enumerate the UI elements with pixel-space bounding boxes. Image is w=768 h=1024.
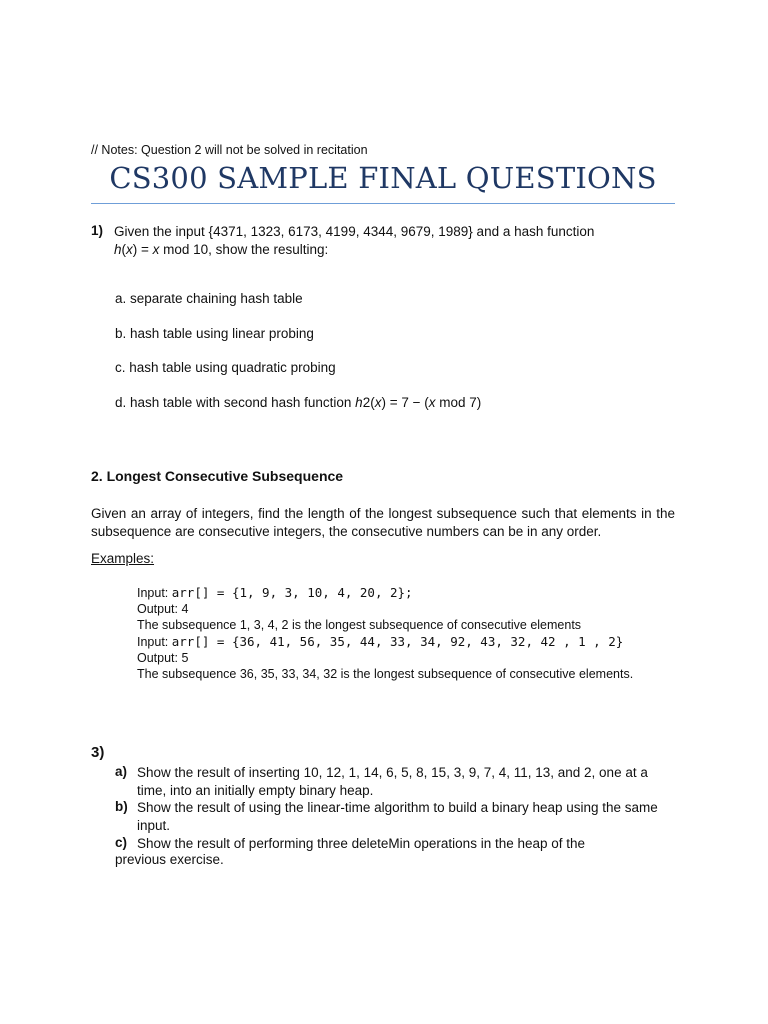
question-2-heading: 2. Longest Consecutive Subsequence xyxy=(91,468,344,484)
item-d-x: x xyxy=(374,395,382,410)
example-1-input xyxy=(137,585,413,600)
question-3b-label: b) xyxy=(115,799,128,814)
hash-function-eq: ) = xyxy=(132,242,153,257)
examples-label: Examples: xyxy=(91,551,155,566)
item-d-h: h xyxy=(355,395,363,410)
question-3c-label: c) xyxy=(115,835,128,850)
question-3c-continuation: previous exercise. xyxy=(115,852,224,867)
example-2-output: Output: 5 xyxy=(137,651,189,665)
item-d-x2: x xyxy=(428,395,436,410)
example-2-input xyxy=(137,634,623,649)
hash-function-suffix: mod 10, show the resulting: xyxy=(159,242,329,257)
example-1-output: Output: 4 xyxy=(137,602,189,616)
hash-function-x2: x xyxy=(152,242,160,257)
item-d-prefix: d. hash table with second hash function xyxy=(115,395,356,410)
question-1-item-a: a. separate chaining hash table xyxy=(115,291,303,306)
title-underline xyxy=(91,203,675,204)
question-1-item-c: c. hash table using quadratic probing xyxy=(115,360,336,375)
question-1-item-d xyxy=(115,395,481,410)
question-3b-text: Show the result of using the linear-time algorithm to build a binary heap using the same input. xyxy=(137,800,658,833)
question-3a-text: Show the result of inserting 10, 12, 1, 14, 6, 5, 8, 15, 3, 9, 7, 4, 11, 13, and 2, one at a time, into an initially empty binary heap. xyxy=(137,765,648,798)
question-3a-label: a) xyxy=(115,764,128,779)
question-3c-text: Show the result of performing three deleteMin operations in the heap of the xyxy=(137,836,586,851)
example-1-input-code: arr[] = {1, 9, 3, 10, 4, 20, 2}; xyxy=(171,585,413,600)
recitation-note: // Notes: Question 2 will not be solved in recitation xyxy=(91,143,368,157)
question-3-number: 3) xyxy=(91,744,105,761)
example-1-input-label: Input: xyxy=(137,586,172,600)
example-1-explanation: The subsequence 1, 3, 4, 2 is the longest subsequence of consecutive elements xyxy=(137,618,582,632)
question-1-input-text: Given the input {4371, 1323, 6173, 4199, 4344, 9679, 1989} and a hash function xyxy=(114,224,595,239)
question-1-item-b: b. hash table using linear probing xyxy=(115,326,314,341)
page-title: CS300 SAMPLE FINAL QUESTIONS xyxy=(109,161,657,195)
example-2-explanation: The subsequence 36, 35, 33, 34, 32 is the longest subsequence of consecutive elements. xyxy=(137,667,634,681)
example-2-input-code: arr[] = {36, 41, 56, 35, 44, 33, 34, 92, 43, 32, 42 , 1 , 2} xyxy=(171,634,624,649)
item-d-end: mod 7) xyxy=(435,395,482,410)
example-2-input-label: Input: xyxy=(137,635,172,649)
hash-function-h: h xyxy=(114,242,122,257)
item-d-rest: ) = 7 − ( xyxy=(381,395,429,410)
question-2-description: Given an array of integers, find the length of the longest subsequence such that elements in the subsequence are consecutive integers, the consecutive numbers can be in any order. xyxy=(91,506,675,539)
question-1-number: 1) xyxy=(91,223,104,238)
question-1-text: Given the input {4371, 1323, 6173, 4199, 4344, 9679, 1989} and a hash function h(x) = x mod 10, show the resulting: xyxy=(114,224,595,257)
item-d-mid: 2( xyxy=(362,395,375,410)
hash-function-x: x xyxy=(126,242,133,257)
